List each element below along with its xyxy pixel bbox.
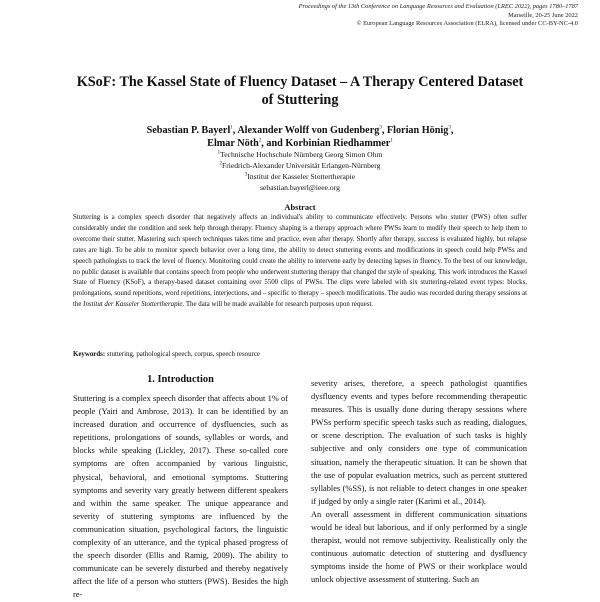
author-name: Florian Hönig [386,125,449,136]
author-affil-mark: 2 [258,138,262,144]
institute-name: Institut der Kasseler Stottertherapie [83,301,183,309]
authors-line-2: Elmar Nöth$^2$, and Korbinian Riedhammer$^1$ [207,137,393,149]
intro-paragraph: An overall assessment in different communication situations would be ideal but laborious, and if only performed by a single therapist, would not remove subjectivity. Realistically only the continuous automatic detection of stuttering and dysfluency symptoms inside the home of PWS or their workplace would unlock objective assessment of stuttering. Such an [311,509,527,585]
keywords-label: Keywords: [73,351,106,358]
keywords-text: stuttering, pathological speech, corpus, speech resource [105,351,260,358]
abstract-heading: Abstract [284,203,316,212]
section-heading-introduction: 1. Introduction [147,374,214,385]
abstract-text: Stuttering is a complex speech disorder that negatively affects an individual's ability to communicate effectively. Persons who stutter (PWS) often suffer considerably under the condition and seek help through therapy. Fluency shaping is a therapy approach where PWSs learn to modify their speech to help them to overcome their stutter. Mastering such speech techniques takes time and practice, even after therapy. Shortly after therapy, success is evaluated highly, but relapse rates are high. To be able to monitor speech behavior over a long time, the ability to detect stuttering events and modifications in speech could help PWSs and speech pathologists to track the level of fluency. Monitoring could create the ability to intervene early by detecting lapses in fluency. To the best of our knowledge, no public dataset is available that contains speech from people who underwent stuttering therapy that changed the style of speaking. This work introduces the Kassel State of Fluency (KSoF), a therapy-based dataset containing over 5500 clips of PWSs. The clips were labeled with six stuttering-related event types: blocks, prolongations, sound repetitions, word repetitions, interjections, and – specific to therapy – speech modifications. The audio was recorded during therapy sessions at the Institut der Kasseler Stottertherapie. The data will be made available for research purposes upon request. [73,214,527,309]
affiliation-2: $^2$Friedrich-Alexander Universität Erlangen-Nürnberg [219,161,381,170]
paper-title [40,74,560,109]
proceedings-line: Proceedings of the 13th Conference on Language Resources and Evaluation (LREC 2022), pages 1780–1787 [298,3,578,10]
intro-paragraph: Stuttering is a complex speech disorder that affects about 1% of people (Yairi and Ambrose, 2013). It can be identified by an increased duration and occurrence of dysfluencies, such as repetitions, prolongations of sounds, syllables or words, and blocks while speaking (Lickley, 2017). These so-called core symptoms are often accompanied by various linguistic, physical, behavioral, and emotional symptoms. Stuttering symptoms and severity vary greatly between different speakers and within the same speaker. The unique appearance and severity of stuttering symptoms are influenced by the communication situation, psychological factors, the linguistic complexity of an utterance, and the typical phased progress of the speech disorder (Ellis and Ramig, 2009). The ability to communicate can be severely disturbed and thereby negatively affect the life of a person who stutters (PWS). Besides the high re- [73,394,288,600]
author-name: Alexander Wolff von Gudenberg [237,125,380,136]
intro-paragraph: severity arises, therefore, a speech pathologist quantifies dysfluency events and types before recommending therapeutic measures. This is usually done during therapy sessions where PWSs perform specific speech tasks such as reading, dialogues, or scene description. The evaluation of such tasks is highly subjective and only considers one type of communication situation, namely the therapeutic situation. It can be shown that the use of popular evaluation metrics, such as percent stuttered syllables (%SS), is not reliable to detect changes in one speaker if judged by only a single rater (Karimi et al., 2014). [311,379,527,506]
author-name: Elmar Nöth [207,137,259,149]
contact-email[interactable]: sebastian.bayerl@ieee.org [260,183,340,192]
author-name: Sebastian P. Bayerl [146,125,231,136]
affiliation-3: $^3$Institut der Kasseler Stottertherapie [244,172,356,181]
venue-line: Marseille, 20-25 June 2022 [508,11,578,19]
author-affil-mark: 1 [390,138,393,144]
keywords [73,351,527,358]
proceedings-header [198,3,578,29]
author-name: Korbinian Riedhammer [285,137,391,149]
title-line-1: KSoF: The Kassel State of Fluency Dataset – A Therapy Centered Dataset [76,74,524,90]
affiliation-1: $^1$Technische Hochschule Nürnberg Georg Simon Ohm [217,150,383,159]
right-column [311,377,527,587]
title-line-2: of Stuttering [261,91,339,108]
left-column [73,392,288,602]
author-list [60,125,540,150]
authors-line-1: Sebastian P. Bayerl$^1$, Alexander Wolff von Gudenberg$^3$, Florian Hönig$^3$, [146,125,454,136]
author-affil-mark: 3 [448,125,451,131]
license-line: © European Language Resources Association (ELRA), licensed under CC-BY-NC-4.0 [356,20,578,28]
affiliations [120,149,480,193]
author-affil-mark: 1 [230,125,233,131]
author-affil-mark: 3 [379,125,382,131]
